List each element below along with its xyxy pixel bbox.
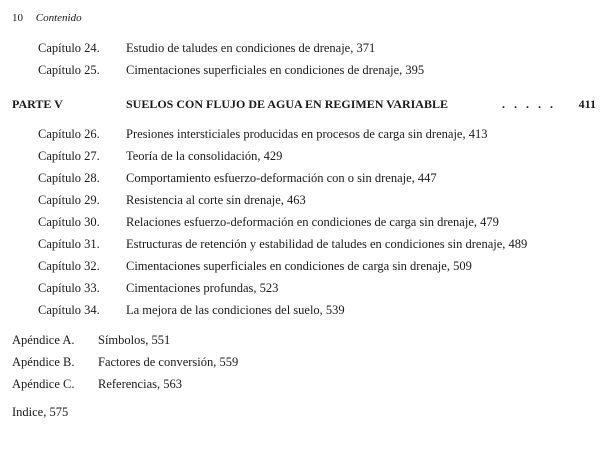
toc-part-v[interactable] <box>12 96 598 112</box>
appendix-label: Apéndice A. <box>12 333 75 347</box>
toc-entry-chapter-28[interactable] <box>38 170 437 186</box>
toc-entry-chapter-25[interactable] <box>38 62 424 78</box>
chapter-label: Capítulo 32. <box>38 259 100 273</box>
chapter-title: Comportamiento esfuerzo-deformación con o sin drenaje, 447 <box>126 171 437 185</box>
chapter-title: Cimentaciones profundas, 523 <box>126 281 279 295</box>
toc-entry-chapter-26[interactable] <box>38 126 487 142</box>
appendix-label: Apéndice B. <box>12 355 75 369</box>
chapter-label: Capítulo 29. <box>38 193 100 207</box>
chapter-label: Capítulo 31. <box>38 237 100 251</box>
chapter-title: Cimentaciones superficiales en condiciones de carga sin drenaje, 509 <box>126 259 472 273</box>
toc-entry-appendix-c[interactable] <box>12 376 182 392</box>
part-page-number: 411 <box>578 97 596 111</box>
toc-entry-appendix-a[interactable] <box>12 332 170 348</box>
chapter-label: Capítulo 34. <box>38 303 100 317</box>
appendix-label: Apéndice C. <box>12 377 75 391</box>
chapter-title: Presiones intersticiales producidas en procesos de carga sin drenaje, 413 <box>126 127 488 141</box>
toc-entry-chapter-33[interactable] <box>38 280 278 296</box>
chapter-title: Relaciones esfuerzo-deformación en condiciones de carga sin drenaje, 479 <box>126 215 499 229</box>
chapter-title: Cimentaciones superficiales en condiciones de drenaje, 395 <box>126 63 425 77</box>
toc-entry-chapter-27[interactable] <box>38 148 282 164</box>
part-label: PARTE V <box>12 97 63 111</box>
toc-entry-chapter-31[interactable] <box>38 236 527 252</box>
toc-entry-chapter-32[interactable] <box>38 258 472 274</box>
toc-entry-index[interactable] <box>12 404 68 420</box>
toc-entry-chapter-30[interactable] <box>38 214 499 230</box>
chapter-title: Teoría de la consolidación, 429 <box>126 149 283 163</box>
page-number: 10 <box>12 12 23 24</box>
appendix-title: Factores de conversión, 559 <box>98 355 239 369</box>
appendix-title: Referencias, 563 <box>98 377 182 391</box>
part-title: SUELOS CON FLUJO DE AGUA EN REGIMEN VARIABLE <box>126 97 448 111</box>
index-title: Indice, 575 <box>12 405 69 419</box>
chapter-label: Capítulo 33. <box>38 281 100 295</box>
leader-dots: . . . . . <box>502 97 556 111</box>
chapter-label: Capítulo 27. <box>38 149 100 163</box>
page-header <box>12 12 82 24</box>
toc-entry-chapter-24[interactable] <box>38 40 375 56</box>
chapter-label: Capítulo 30. <box>38 215 100 229</box>
chapter-title: Estructuras de retención y estabilidad de taludes en condiciones sin drenaje, 489 <box>126 237 528 251</box>
chapter-label: Capítulo 26. <box>38 127 100 141</box>
chapter-title: Estudio de taludes en condiciones de drenaje, 371 <box>126 41 376 55</box>
chapter-label: Capítulo 25. <box>38 63 100 77</box>
chapter-label: Capítulo 28. <box>38 171 100 185</box>
chapter-label: Capítulo 24. <box>38 41 100 55</box>
toc-entry-chapter-29[interactable] <box>38 192 306 208</box>
chapter-title: Resistencia al corte sin drenaje, 463 <box>126 193 306 207</box>
toc-entry-chapter-34[interactable] <box>38 302 345 318</box>
running-section-title: Contenido <box>35 12 82 24</box>
chapter-title: La mejora de las condiciones del suelo, 539 <box>126 303 345 317</box>
toc-entry-appendix-b[interactable] <box>12 354 238 370</box>
appendix-title: Símbolos, 551 <box>98 333 171 347</box>
